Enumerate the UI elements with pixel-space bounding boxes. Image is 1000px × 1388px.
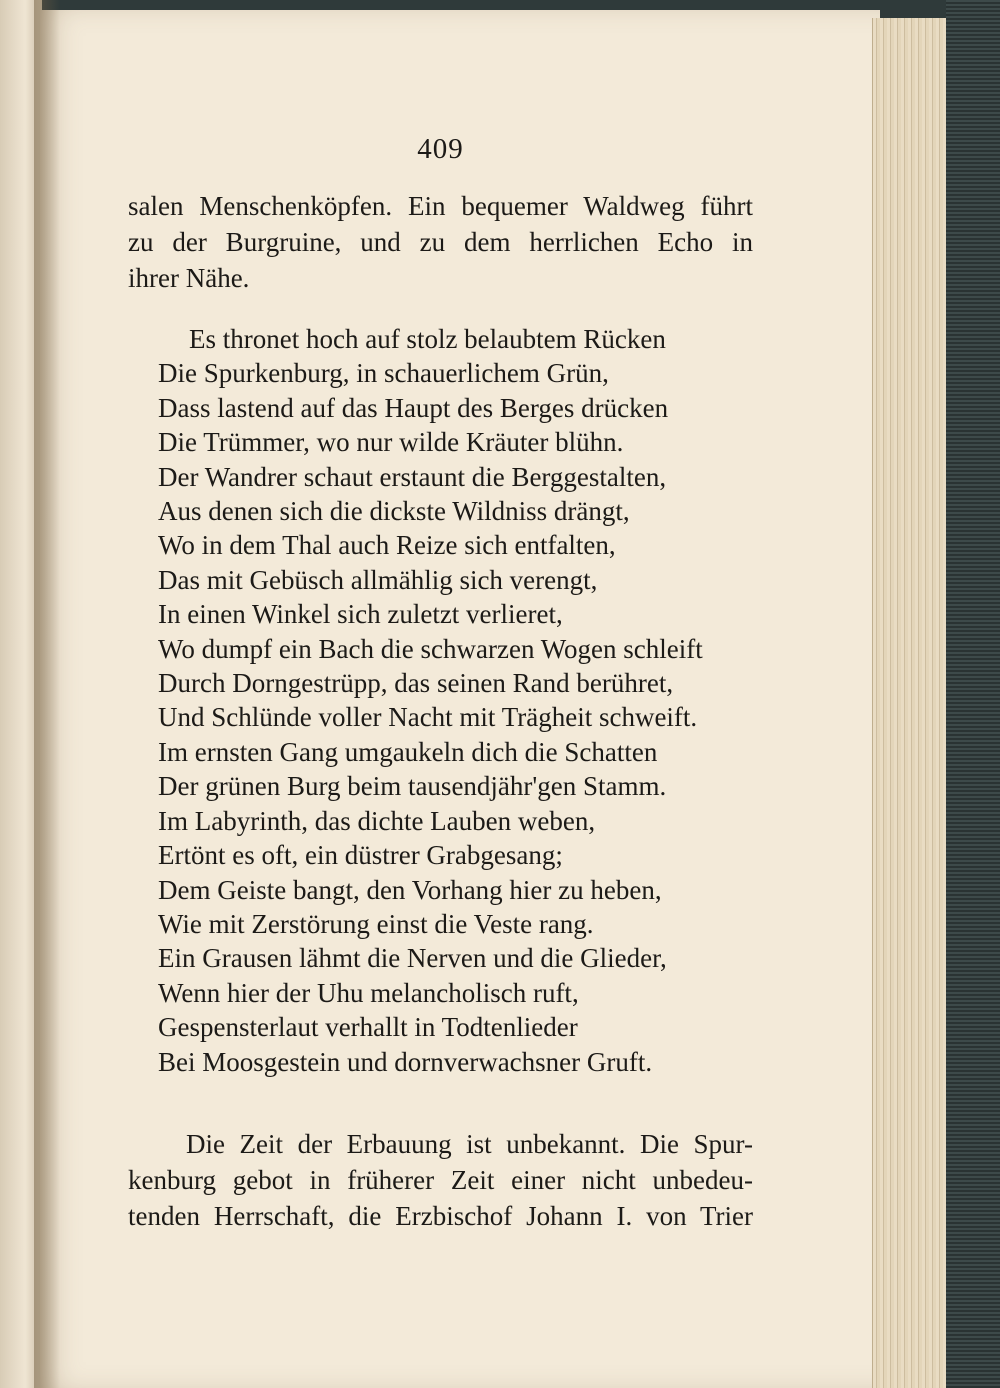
closing-line: kenburg gebot in früherer Zeit einer nicht unbedeu- bbox=[128, 1165, 753, 1195]
closing-line: tenden Herrschaft, die Erzbischof Johann I. von Trier bbox=[128, 1201, 753, 1231]
poem-verse: Wo dumpf ein Bach die schwarzen Wogen schleift bbox=[158, 633, 703, 664]
poem-verse: Die Trümmer, wo nur wilde Kräuter blühn. bbox=[158, 427, 624, 458]
intro-paragraph bbox=[128, 188, 753, 296]
closing-paragraph bbox=[128, 1126, 753, 1234]
page-content bbox=[128, 0, 753, 1388]
poem-verse: Wenn hier der Uhu melancholisch ruft, bbox=[158, 977, 579, 1008]
poem-verse: Ertönt es oft, ein düstrer Grabgesang; bbox=[158, 840, 563, 871]
poem-verse: Der Wandrer schaut erstaunt die Berggestalten, bbox=[158, 461, 667, 492]
page-gutter-shadow bbox=[34, 0, 60, 1388]
poem-verse: Dem Geiste bangt, den Vorhang hier zu heben, bbox=[158, 874, 662, 905]
intro-line: zu der Burgruine, und zu dem herrlichen Echo in bbox=[128, 227, 753, 257]
closing-line: Die Zeit der Erbauung ist unbekannt. Die Spur- bbox=[186, 1129, 753, 1159]
poem-verse: Die Spurkenburg, in schauerlichem Grün, bbox=[158, 358, 609, 389]
poem-verse: Wo in dem Thal auch Reize sich entfalten, bbox=[158, 530, 616, 561]
poem-verse: Wie mit Zerstörung einst die Veste rang. bbox=[158, 908, 594, 939]
poem-verse: Ein Grausen lähmt die Nerven und die Glieder, bbox=[158, 943, 667, 974]
page-stack-edges bbox=[872, 18, 949, 1388]
poem-verse: Bei Moosgestein und dornverwachsner Gruft. bbox=[158, 1046, 653, 1077]
poem-verse: Aus denen sich die dickste Wildniss drängt, bbox=[158, 496, 630, 527]
poem-verse: In einen Winkel sich zuletzt verlieret, bbox=[158, 599, 563, 630]
poem-verse: Im Labyrinth, das dichte Lauben weben, bbox=[158, 805, 596, 836]
poem-verse: Im ernsten Gang umgaukeln dich die Schatten bbox=[158, 736, 658, 767]
poem-verse: Der grünen Burg beim tausendjähr'gen Stamm. bbox=[158, 771, 667, 802]
poem bbox=[158, 322, 758, 1079]
poem-verse: Durch Dorngestrüpp, das seinen Rand berühret, bbox=[158, 668, 674, 699]
page-number: 409 bbox=[417, 133, 464, 165]
poem-verse: Es thronet hoch auf stolz belaubtem Rücken bbox=[189, 324, 666, 354]
intro-line: salen Menschenköpfen. Ein bequemer Waldweg führt bbox=[128, 191, 753, 221]
poem-verse: Und Schlünde voller Nacht mit Trägheit schweift. bbox=[158, 702, 698, 733]
intro-line: ihrer Nähe. bbox=[128, 263, 250, 293]
book-binding bbox=[946, 0, 1000, 1388]
poem-verse: Das mit Gebüsch allmählig sich verengt, bbox=[158, 564, 598, 595]
poem-verse: Dass lastend auf das Haupt des Berges drücken bbox=[158, 392, 669, 423]
poem-verse: Gespensterlaut verhallt in Todtenlieder bbox=[158, 1012, 578, 1043]
